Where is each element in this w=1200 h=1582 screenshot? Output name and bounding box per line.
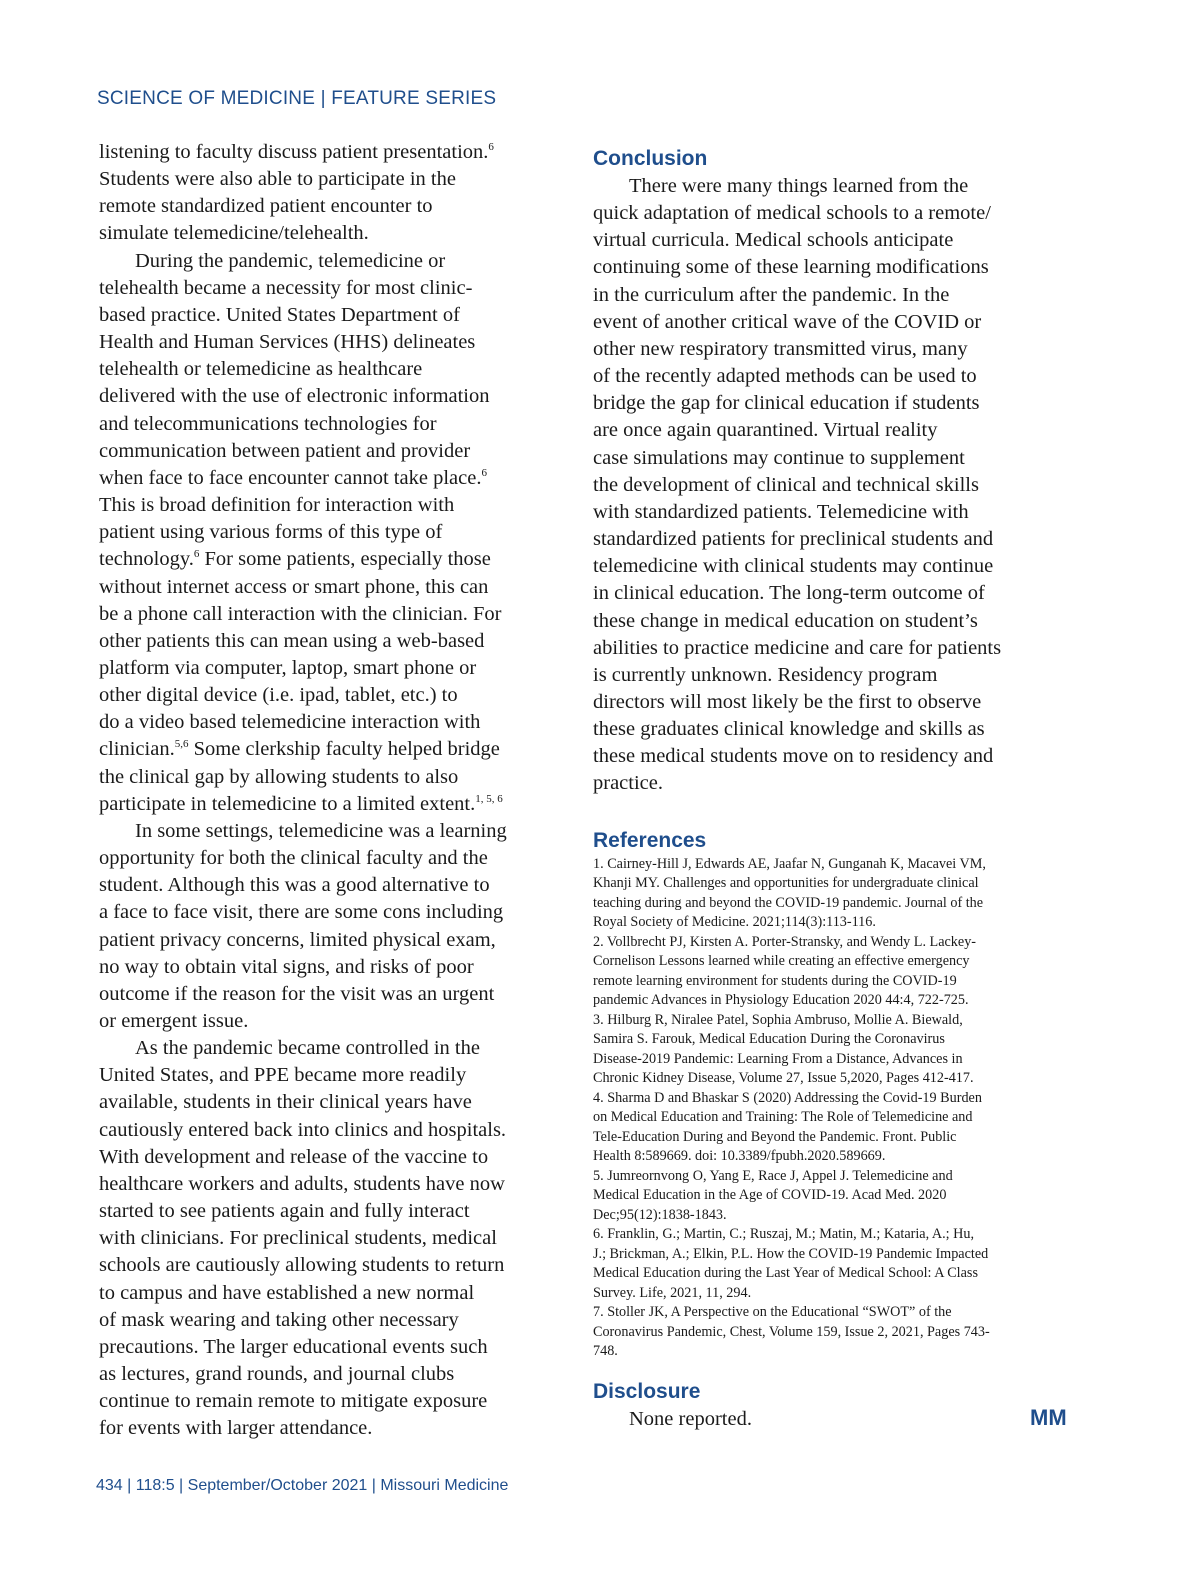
body-text-line: patient privacy concerns, limited physical exam, [99, 928, 496, 951]
body-text-line: Health and Human Services (HHS) delineates [99, 331, 476, 354]
body-text-line: for events with larger attendance. [99, 1417, 373, 1440]
reference-line: Health 8:589669. doi: 10.3389/fpubh.2020.589669. [593, 1148, 886, 1165]
reference-line: 2. Vollbrecht PJ, Kirsten A. Porter-Stransky, and Wendy L. Lackey- [593, 933, 977, 950]
reference-line: J.; Brickman, A.; Elkin, P.L. How the COVID-19 Pandemic Impacted [593, 1245, 989, 1262]
body-text-line: with clinicians. For preclinical students, medical [99, 1227, 497, 1250]
body-text-line: cautiously entered back into clinics and hospitals. [99, 1118, 507, 1141]
citation-superscript: 1, 5, 6 [475, 792, 503, 805]
conclusion-text-line: the development of clinical and technical skills [593, 473, 979, 496]
body-text-line: do a video based telemedicine interaction with [99, 711, 481, 734]
body-text-line: telehealth became a necessity for most clinic- [99, 276, 473, 299]
reference-line: Tele-Education During and Beyond the Pandemic. Front. Public [593, 1128, 957, 1145]
reference-line: Cornelison Lessons learned while creating an effective emergency [593, 953, 970, 970]
reference-line: Medical Education in the Age of COVID-19. Acad Med. 2020 [593, 1187, 947, 1204]
body-text-line: available, students in their clinical years have [99, 1091, 472, 1114]
body-text-line: the clinical gap by allowing students to also [99, 765, 459, 788]
body-text-line: participate in telemedicine to a limited extent.$^{1, 5, 6}$ [99, 792, 503, 815]
conclusion-text-line: practice. [593, 772, 663, 795]
body-text-line: listening to faculty discuss patient presentation.$^6$ [99, 141, 494, 163]
conclusion-text-line: continuing some of these learning modifications [593, 256, 989, 279]
conclusion-text-line: in clinical education. The long-term outcome of [593, 582, 985, 605]
body-text-line: Students were also able to participate in the [99, 168, 456, 191]
body-text-line: other patients this can mean using a web-based [99, 629, 485, 652]
reference-line: 1. Cairney-Hill J, Edwards AE, Jaafar N, Gunganah K, Macavei VM, [593, 855, 986, 872]
body-text-line: outcome if the reason for the visit was an urgent [99, 982, 495, 1005]
disclosure-heading: Disclosure [593, 1380, 701, 1403]
reference-line: Samira S. Farouk, Medical Education During the Coronavirus [593, 1031, 945, 1048]
conclusion-text-line: these medical students move on to residency and [593, 745, 994, 768]
body-text-line: clinician.$^{5,6}$ Some clerkship faculty helped bridge [99, 738, 500, 761]
conclusion-text-line: are once again quarantined. Virtual reality [593, 419, 938, 442]
body-text-line: As the pandemic became controlled in the [135, 1037, 480, 1060]
reference-line: Chronic Kidney Disease, Volume 27, Issue 5,2020, Pages 412-417. [593, 1070, 974, 1087]
references-list [593, 855, 1043, 1362]
conclusion-text-line: event of another critical wave of the COVID or [593, 310, 982, 333]
conclusion-text-line: these change in medical education on student’s [593, 609, 978, 632]
body-text-line: patient using various forms of this type of [99, 521, 443, 544]
body-text-line: student. Although this was a good alternative to [99, 874, 490, 897]
conclusion-text-line: There were many things learned from the [629, 175, 969, 197]
citation-superscript: 6 [488, 141, 494, 153]
reference-line: pandemic Advances in Physiology Education 2020 44:4, 722-725. [593, 992, 969, 1009]
reference-line: Medical Education during the Last Year of Medical School: A Class [593, 1265, 978, 1282]
reference-line: 6. Franklin, G.; Martin, C.; Ruszaj, M.; Matin, M.; Kataria, A.; Hu, [593, 1226, 975, 1243]
body-text-line: healthcare workers and adults, students have now [99, 1172, 505, 1195]
body-text-line: a face to face visit, there are some cons including [99, 901, 504, 924]
body-text-line: remote standardized patient encounter to [99, 195, 433, 218]
body-text-line: In some settings, telemedicine was a learning [135, 819, 507, 842]
body-text-line: without internet access or smart phone, this can [99, 575, 489, 598]
reference-line: 4. Sharma D and Bhaskar S (2020) Addressing the Covid-19 Burden [593, 1089, 982, 1106]
body-text-line: started to see patients again and fully interact [99, 1200, 470, 1223]
conclusion-text-line: in the curriculum after the pandemic. In the [593, 283, 950, 306]
body-text-line: be a phone call interaction with the clinician. For [99, 602, 502, 625]
reference-line: Coronavirus Pandemic, Chest, Volume 159, Issue 2, 2021, Pages 743- [593, 1323, 990, 1340]
conclusion-text-line: is currently unknown. Residency program [593, 663, 938, 686]
right-column [593, 139, 1043, 1362]
left-column-body [99, 139, 549, 1443]
body-text-line: delivered with the use of electronic information [99, 385, 490, 408]
body-text-line: precautions. The larger educational events such [99, 1335, 488, 1358]
conclusion-text-line: standardized patients for preclinical students and [593, 528, 994, 551]
running-header: SCIENCE OF MEDICINE | FEATURE SERIES [97, 88, 497, 109]
conclusion-text-line: of the recently adapted methods can be used to [593, 365, 977, 388]
body-text-line: when face to face encounter cannot take place.$^6$ [99, 466, 487, 489]
citation-superscript: 6 [481, 466, 487, 479]
conclusion-body [593, 173, 1043, 798]
body-text-line: United States, and PPE became more readily [99, 1064, 467, 1087]
reference-line: Dec;95(12):1838-1843. [593, 1206, 727, 1223]
body-text-line: other digital device (i.e. ipad, tablet, etc.) to [99, 684, 458, 707]
body-text-line: based practice. United States Department of [99, 303, 460, 326]
body-text-line: of mask wearing and taking other necessary [99, 1308, 459, 1331]
conclusion-text-line: virtual curricula. Medical schools anticipate [593, 229, 954, 252]
body-text-line: This is broad definition for interaction with [99, 494, 455, 517]
body-text-line: communication between patient and provider [99, 439, 471, 462]
references-heading: References [593, 828, 707, 852]
disclosure-section [593, 1378, 752, 1433]
citation-superscript: 6 [193, 548, 200, 561]
conclusion-text-line: directors will most likely be the first to observe [593, 690, 982, 713]
body-text-line: no way to obtain vital signs, and risks of poor [99, 955, 474, 978]
conclusion-text-line: abilities to practice medicine and care for patients [593, 636, 1002, 659]
reference-line: on Medical Education and Training: The Role of Telemedicine and [593, 1109, 973, 1126]
body-text-line: technology.$^6$ For some patients, especially those [99, 548, 491, 571]
disclosure-text: None reported. [629, 1408, 752, 1430]
body-text-line: platform via computer, laptop, smart phone or [99, 656, 477, 679]
journal-signoff-mark: MM [1030, 1405, 1067, 1430]
body-text-line: continue to remain remote to mitigate exposure [99, 1390, 488, 1413]
conclusion-text-line: telemedicine with clinical students may continue [593, 555, 994, 578]
page-footer: 434 | 118:5 | September/October 2021 | Missouri Medicine [96, 1477, 509, 1494]
conclusion-text-line: these graduates clinical knowledge and skills as [593, 718, 985, 741]
conclusion-text-line: bridge the gap for clinical education if students [593, 392, 980, 415]
conclusion-heading: Conclusion [593, 147, 708, 170]
reference-line: 5. Jumreornvong O, Yang E, Race J, Appel J. Telemedicine and [593, 1167, 953, 1184]
reference-line: remote learning environment for students during the COVID-19 [593, 972, 957, 989]
conclusion-text-line: quick adaptation of medical schools to a remote/ [593, 202, 991, 225]
reference-line: teaching during and beyond the COVID-19 pandemic. Journal of the [593, 894, 984, 911]
reference-line: Disease-2019 Pandemic: Learning From a Distance, Advances in [593, 1050, 963, 1067]
body-text-line: telehealth or telemedicine as healthcare [99, 358, 423, 381]
conclusion-text-line: case simulations may continue to supplement [593, 446, 965, 469]
body-text-line: and telecommunications technologies for [99, 412, 437, 435]
reference-line: Khanji MY. Challenges and opportunities for undergraduate clinical [593, 875, 979, 892]
reference-line: 3. Hilburg R, Niralee Patel, Sophia Ambruso, Mollie A. Biewald, [593, 1011, 963, 1028]
body-text-line: as lectures, grand rounds, and journal clubs [99, 1363, 455, 1386]
citation-superscript: 5,6 [174, 738, 189, 751]
reference-line: 748. [593, 1343, 618, 1360]
body-text-line: or emergent issue. [99, 1010, 249, 1032]
body-text-line: During the pandemic, telemedicine or [135, 249, 446, 272]
body-text-line: With development and release of the vaccine to [99, 1145, 489, 1168]
body-text-line: opportunity for both the clinical faculty and the [99, 847, 488, 870]
conclusion-text-line: with standardized patients. Telemedicine with [593, 500, 969, 523]
reference-line: Royal Society of Medicine. 2021;114(3):113-116. [593, 914, 876, 931]
body-text-line: simulate telemedicine/telehealth. [99, 222, 369, 245]
conclusion-text-line: other new respiratory transmitted virus, many [593, 337, 968, 360]
body-text-line: schools are cautiously allowing students to return [99, 1254, 505, 1277]
body-text-line: to campus and have established a new normal [99, 1281, 475, 1304]
reference-line: 7. Stoller JK, A Perspective on the Educational “SWOT” of the [593, 1304, 952, 1321]
reference-line: Survey. Life, 2021, 11, 294. [593, 1284, 752, 1301]
